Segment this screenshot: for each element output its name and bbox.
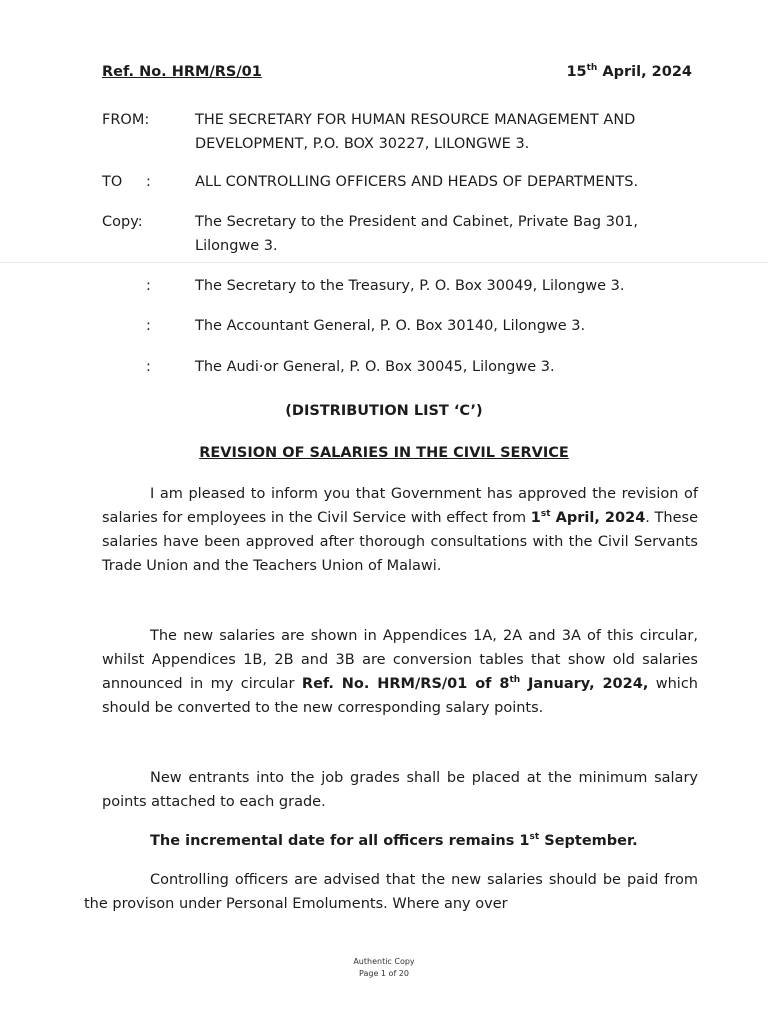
scan-artifact-line — [0, 262, 768, 263]
paragraph-3: New entrants into the job grades shall be placed at the minimum salary points attached to each grade. — [102, 770, 698, 810]
letter-date: 15th April, 2024 — [566, 63, 692, 80]
reference-number: Ref. No. HRM/RS/01 — [102, 64, 262, 80]
copy-item-2: The Secretary to the Treasury, P. O. Box 30049, Lilongwe 3. — [195, 278, 625, 294]
from-label: FROM: — [102, 112, 150, 128]
copy-item-3: The Accountant General, P. O. Box 30140, Lilongwe 3. — [195, 318, 586, 334]
paragraph-1: I am pleased to inform you that Government has approved the revision of salaries for employees in the Civil Service with effect from 1st April, 2024. These salaries have been approved after thorough consultations with the Civil Servants Trade Union and the Teachers Union of Malawi. — [102, 486, 698, 574]
copy-label: Copy: — [102, 214, 143, 230]
copy-colon-3: : — [146, 318, 151, 334]
paragraph-4: The incremental date for all officers remains 1st September. — [150, 832, 638, 849]
copy-item-4: The Audi·or General, P. O. Box 30045, Lilongwe 3. — [195, 359, 555, 375]
to-text: ALL CONTROLLING OFFICERS AND HEADS OF DEPARTMENTS. — [195, 174, 639, 190]
subject-heading: REVISION OF SALARIES IN THE CIVIL SERVICE — [199, 445, 569, 461]
paragraph-5: Controlling officers are advised that the new salaries should be paid from the provison under Personal Emoluments. Where any over — [84, 872, 698, 912]
from-text: THE SECRETARY FOR HUMAN RESOURCE MANAGEMENT AND DEVELOPMENT, P.O. BOX 30227, LILONGWE 3. — [195, 112, 636, 152]
to-colon: : — [146, 174, 151, 190]
paragraph-2: The new salaries are shown in Appendices 1A, 2A and 3A of this circular, whilst Appendices 1B, 2B and 3B are conversion tables that show old salaries announced in my circular Ref. No. HRM/RS/01 of 8th January, 2024, which should be converted to the new corresponding salary points. — [102, 628, 699, 716]
copy-colon-2: : — [146, 278, 151, 294]
copy-item-1: The Secretary to the President and Cabinet, Private Bag 301, Lilongwe 3. — [195, 214, 639, 254]
to-label: TO — [102, 174, 123, 190]
distribution-list: (DISTRIBUTION LIST ‘C’) — [285, 403, 483, 419]
copy-colon-4: : — [146, 359, 151, 375]
authentic-copy-stamp: Authentic Copy — [353, 957, 415, 966]
page-number: Page 1 of 20 — [359, 969, 409, 978]
